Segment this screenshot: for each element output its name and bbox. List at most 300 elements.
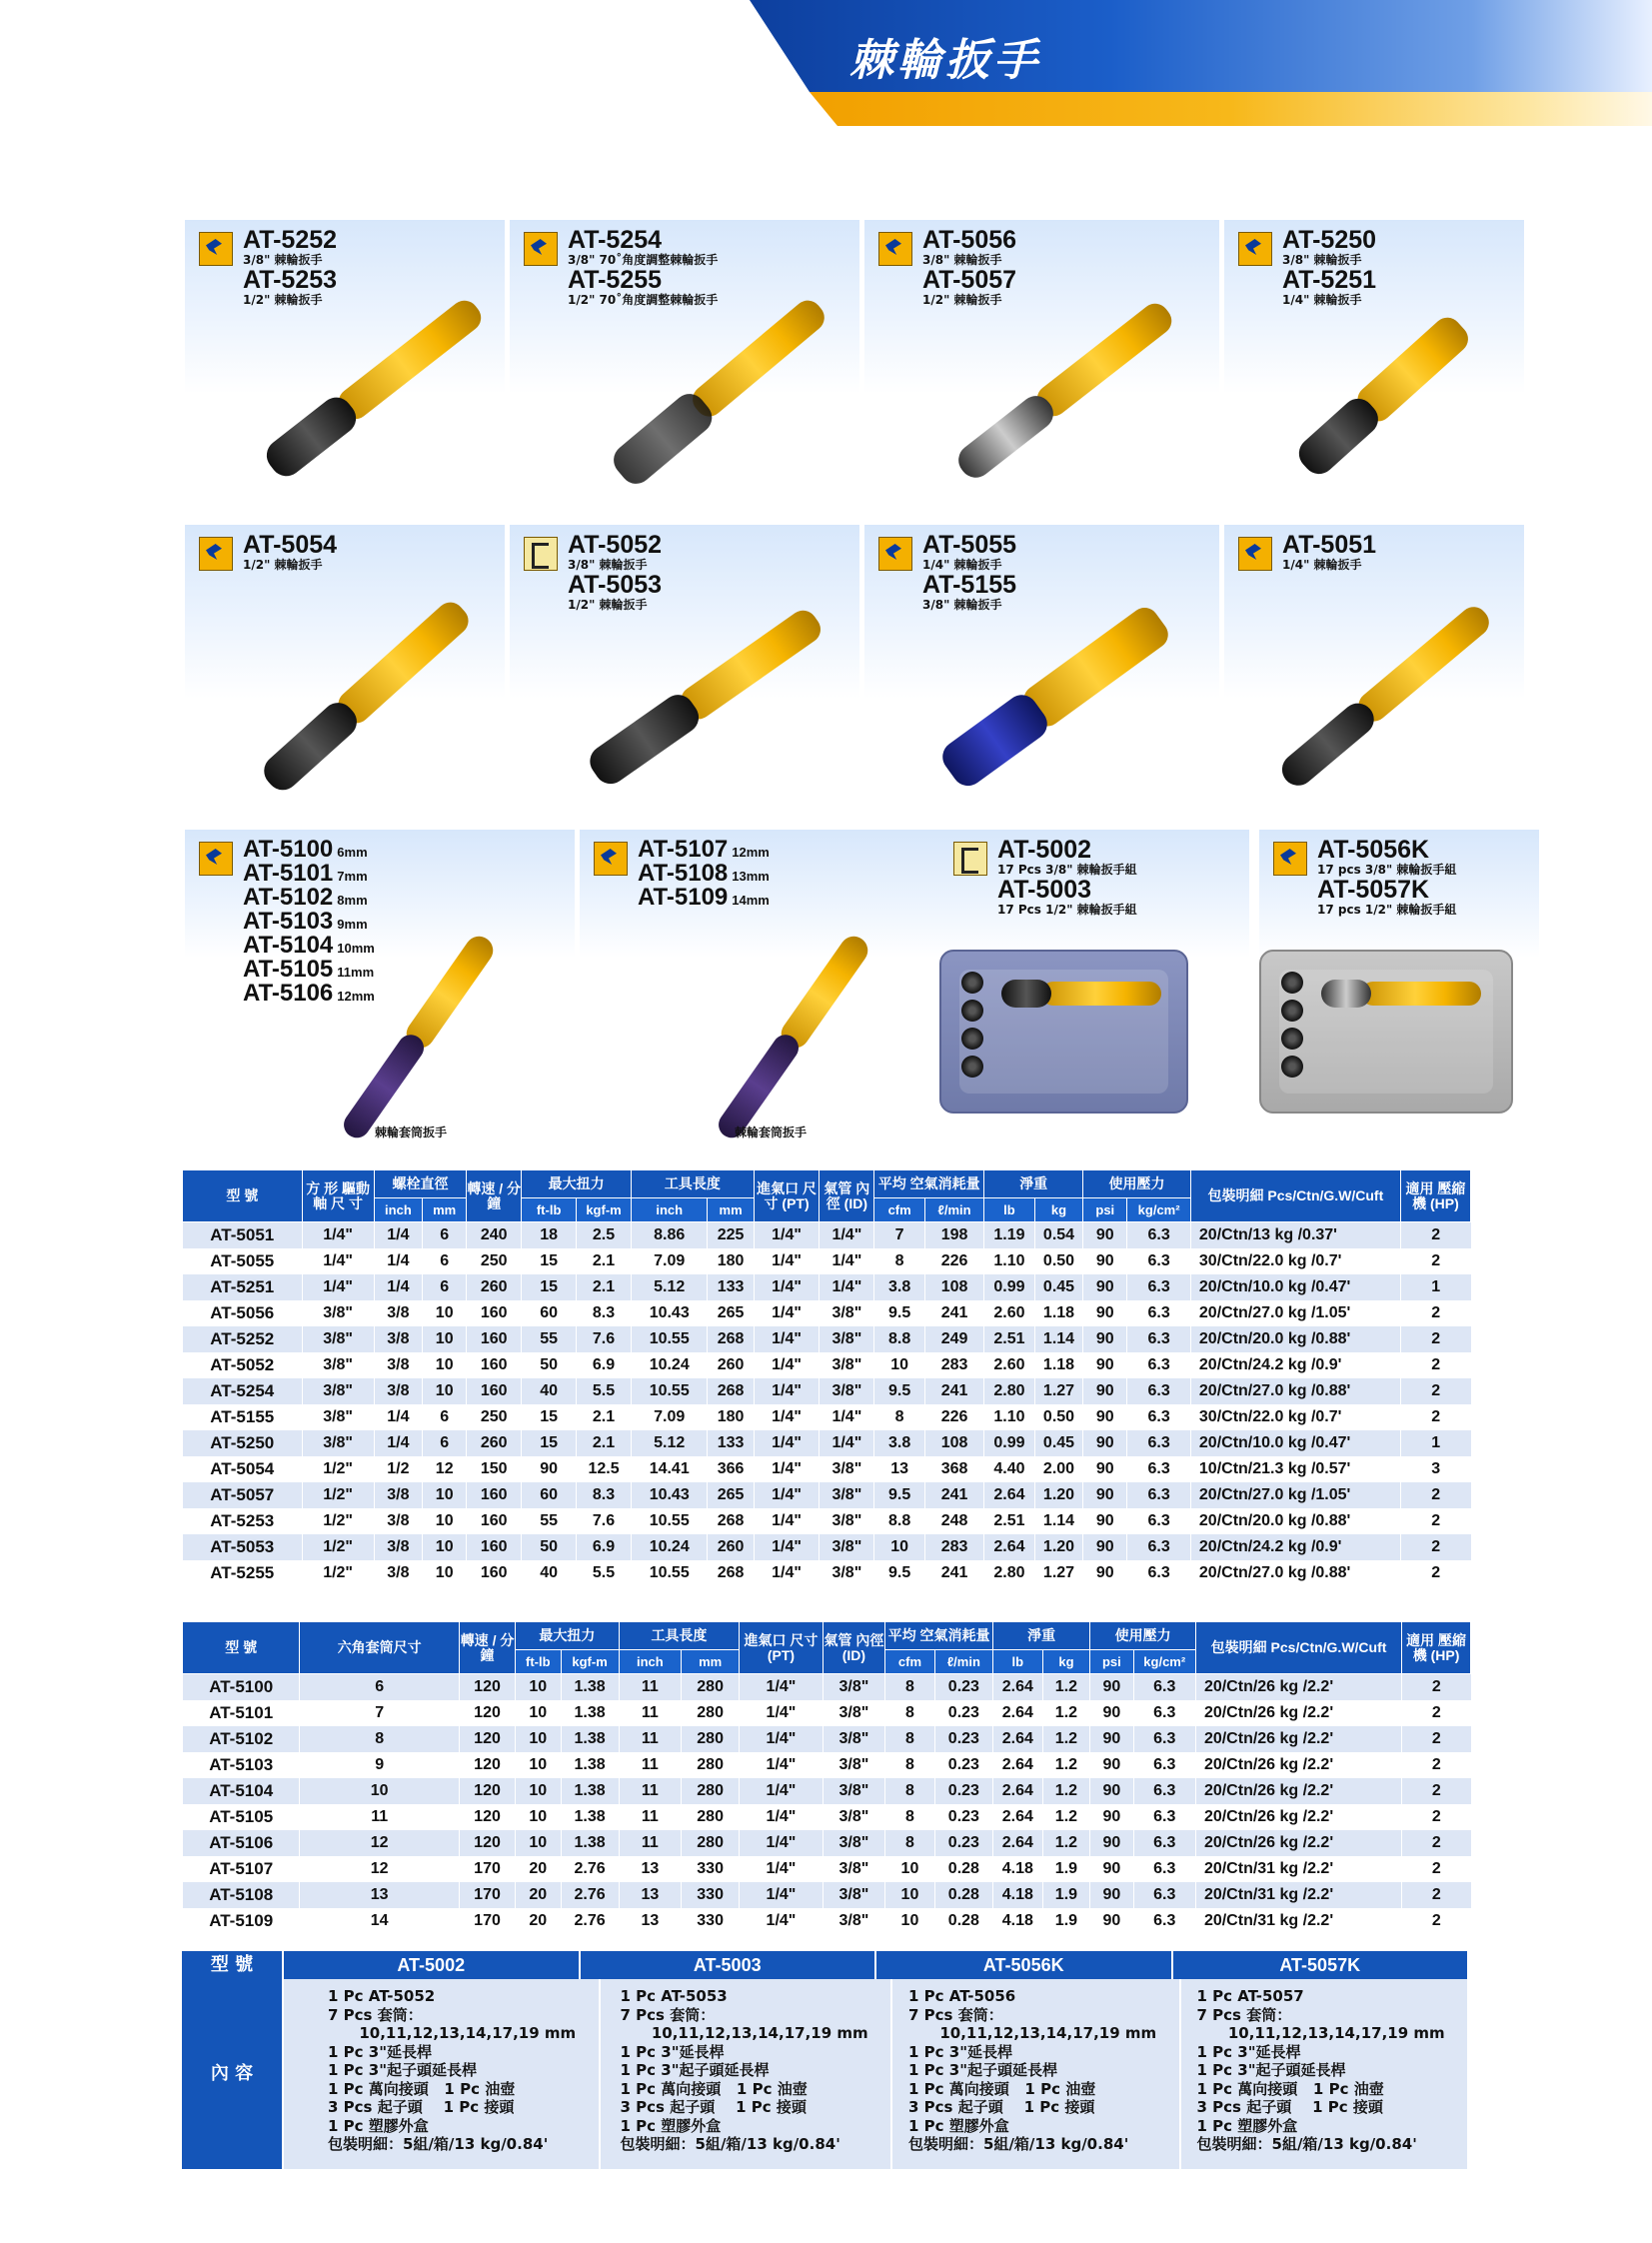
- table-cell: 265: [708, 1300, 754, 1326]
- table-cell: 1.2: [1042, 1700, 1090, 1726]
- kit-contents: [1179, 1979, 1468, 2169]
- table-cell: 11: [619, 1778, 681, 1804]
- row-pack: 20/Ctn/27.0 kg /0.88': [1190, 1378, 1400, 1404]
- table-cell: 1/2": [302, 1482, 374, 1508]
- model-code: AT-5155: [922, 571, 1017, 599]
- model-code: AT-5053: [568, 571, 663, 599]
- table-cell: 90: [1090, 1908, 1133, 1934]
- table-cell: 3/8": [823, 1752, 884, 1778]
- unit-inch: inch: [374, 1198, 422, 1222]
- table-cell: 330: [682, 1908, 740, 1934]
- table-cell: 2: [1402, 1778, 1471, 1804]
- col-hose: 氣管 內徑 (ID): [820, 1170, 874, 1222]
- table-cell: 4.18: [992, 1882, 1042, 1908]
- col-length: 工具長度: [619, 1622, 740, 1650]
- table-cell: 10.55: [631, 1326, 707, 1352]
- kit-content-line: 1 Pc AT-5053: [620, 1987, 728, 2005]
- table-cell: 3.8: [874, 1274, 925, 1300]
- table-cell: 2.1: [577, 1430, 632, 1456]
- unit-kgfm: kgf-m: [561, 1650, 619, 1674]
- table-cell: 7.09: [631, 1248, 707, 1274]
- product-line-icon: [199, 537, 233, 571]
- table-row: [183, 1560, 1471, 1586]
- row-model: AT-5106: [183, 1830, 300, 1856]
- table-cell: 4.18: [992, 1856, 1042, 1882]
- table-cell: 90: [1090, 1752, 1133, 1778]
- table-row: [183, 1856, 1471, 1882]
- table-cell: 0.54: [1034, 1222, 1082, 1249]
- table-cell: 2: [1402, 1856, 1471, 1882]
- table-cell: 1.18: [1034, 1300, 1082, 1326]
- unit-inch: inch: [619, 1650, 681, 1674]
- table-cell: 1/4": [754, 1378, 820, 1404]
- unit-mm: mm: [423, 1198, 467, 1222]
- table-cell: 170: [460, 1856, 516, 1882]
- table-cell: 6.3: [1127, 1430, 1191, 1456]
- table-cell: 3: [1400, 1456, 1470, 1482]
- unit-lmin: ℓ/min: [924, 1198, 983, 1222]
- col-speed: 轉速 / 分鐘: [460, 1622, 516, 1674]
- table-cell: 1/2": [302, 1508, 374, 1534]
- table-cell: 8.8: [874, 1326, 925, 1352]
- table-cell: 9.5: [874, 1482, 925, 1508]
- table-cell: 160: [467, 1352, 522, 1378]
- table-cell: 3/8": [823, 1882, 884, 1908]
- row-model: AT-5107: [183, 1856, 300, 1882]
- table-cell: 1.20: [1034, 1482, 1082, 1508]
- table-cell: 1/4": [740, 1830, 824, 1856]
- table-cell: 2: [1400, 1482, 1470, 1508]
- kit-content-line: 1 Pc AT-5056: [908, 1987, 1016, 2005]
- product-cell-at5250: [1224, 220, 1524, 500]
- table-cell: 249: [924, 1326, 983, 1352]
- table-cell: 1/4": [740, 1778, 824, 1804]
- col-hose: 氣管 內徑 (ID): [823, 1622, 884, 1674]
- table-cell: 3/8": [823, 1726, 884, 1752]
- ratchet-spec-rows: [183, 1222, 1471, 1587]
- model-code: AT-5255: [568, 266, 663, 294]
- table-row: [183, 1830, 1471, 1856]
- table-cell: 5.12: [631, 1274, 707, 1300]
- kit-content-line: 1 Pc 萬向接頭 1 Pc 油壺: [620, 2079, 808, 2098]
- unit-ftlb: ft-lb: [516, 1650, 561, 1674]
- table-cell: 40: [522, 1378, 577, 1404]
- kit-content-line: 3 Pcs 起子頭 1 Pc 接頭: [620, 2098, 807, 2116]
- table-cell: 2: [1400, 1248, 1470, 1274]
- row-model: AT-5105: [183, 1804, 300, 1830]
- table-cell: 1.20: [1034, 1534, 1082, 1560]
- kit-content-line: 3 Pcs 起子頭 1 Pc 接頭: [1196, 2098, 1383, 2116]
- kit-name: AT-5002: [282, 1951, 579, 1979]
- product-cell-at5051: [1224, 525, 1524, 805]
- table-cell: 1/2": [302, 1534, 374, 1560]
- table-cell: 8: [885, 1778, 935, 1804]
- col-air: 平均 空氣消耗量: [874, 1170, 984, 1198]
- table-cell: 3/8": [302, 1300, 374, 1326]
- table-cell: 2.76: [561, 1882, 619, 1908]
- table-cell: 3/8": [820, 1482, 874, 1508]
- product-line-icon: [1238, 232, 1272, 266]
- model-code: AT-5003: [997, 876, 1092, 904]
- table-cell: 5.12: [631, 1430, 707, 1456]
- table-cell: 1.18: [1034, 1352, 1082, 1378]
- model-description: 17 Pcs 1/2" 棘輪扳手組: [997, 903, 1137, 917]
- table-cell: 108: [924, 1274, 983, 1300]
- socket-spec-rows: [183, 1674, 1471, 1935]
- table-cell: 120: [460, 1752, 516, 1778]
- table-cell: 3/8": [820, 1456, 874, 1482]
- table-cell: 90: [1090, 1726, 1133, 1752]
- row-pack: 20/Ctn/20.0 kg /0.88': [1190, 1326, 1400, 1352]
- product-line-icon: [878, 537, 912, 571]
- table-cell: 10: [885, 1908, 935, 1934]
- kit-content-line: 1 Pc 3"延長桿: [328, 2042, 433, 2061]
- table-cell: 20: [516, 1856, 561, 1882]
- model-code: AT-5108 13mm: [638, 860, 770, 887]
- model-code: AT-5057: [922, 266, 1017, 294]
- table-cell: 5.5: [577, 1560, 632, 1586]
- kit-content-line: 1 Pc 萬向接頭 1 Pc 油壺: [1196, 2079, 1384, 2098]
- table-cell: 241: [924, 1482, 983, 1508]
- table-row: [183, 1378, 1471, 1404]
- col-weight: 淨重: [992, 1622, 1089, 1650]
- table-cell: 170: [460, 1908, 516, 1934]
- table-cell: 3/8": [823, 1700, 884, 1726]
- table-cell: 2: [1400, 1222, 1470, 1249]
- table-cell: 1.9: [1042, 1908, 1090, 1934]
- table-cell: 1/4: [374, 1274, 422, 1300]
- model-description: 17 pcs 1/2" 棘輪扳手組: [1317, 903, 1457, 917]
- table-cell: 283: [924, 1534, 983, 1560]
- table-cell: 55: [522, 1326, 577, 1352]
- table-cell: 6.3: [1127, 1456, 1191, 1482]
- table-row: [183, 1882, 1471, 1908]
- table-cell: 1/4": [754, 1482, 820, 1508]
- table-row: [183, 1534, 1471, 1560]
- table-cell: 10: [885, 1882, 935, 1908]
- table-cell: 2: [1400, 1378, 1470, 1404]
- table-cell: 2: [1400, 1508, 1470, 1534]
- table-cell: 2: [1402, 1674, 1471, 1701]
- model-code: AT-5101 7mm: [243, 860, 368, 887]
- table-cell: 1/4: [374, 1404, 422, 1430]
- table-cell: 3/8": [820, 1326, 874, 1352]
- table-cell: 280: [682, 1700, 740, 1726]
- table-cell: 6.3: [1133, 1856, 1195, 1882]
- table-cell: 12: [300, 1830, 460, 1856]
- table-cell: 12: [423, 1456, 467, 1482]
- unit-psi: psi: [1083, 1198, 1127, 1222]
- kit-content-line: 1 Pc AT-5057: [1196, 1987, 1304, 2005]
- table-cell: 3/8": [823, 1674, 884, 1701]
- kit-content-line: 7 Pcs 套筒：: [620, 2005, 716, 2024]
- table-cell: 226: [924, 1248, 983, 1274]
- table-cell: 3/8": [302, 1404, 374, 1430]
- col-speed: 轉速 / 分鐘: [467, 1170, 522, 1222]
- table-cell: 10: [423, 1560, 467, 1586]
- table-cell: 2.80: [984, 1560, 1035, 1586]
- table-cell: 120: [460, 1726, 516, 1752]
- table-cell: 90: [1083, 1352, 1127, 1378]
- table-row: [183, 1352, 1471, 1378]
- model-code: AT-5251: [1282, 266, 1377, 294]
- table-cell: 0.99: [984, 1430, 1035, 1456]
- kit-contents: [890, 1979, 1179, 2169]
- kit-content-line: 10,11,12,13,14,17,19 mm: [908, 2024, 1157, 2042]
- row-pack: 30/Ctn/22.0 kg /0.7': [1190, 1404, 1400, 1430]
- table-cell: 6.3: [1133, 1778, 1195, 1804]
- kit-content-line: 1 Pc 3"起子頭延長桿: [620, 2061, 770, 2079]
- col-bolt: 螺栓直徑: [374, 1170, 467, 1198]
- unit-kgcm: kg/cm²: [1127, 1198, 1191, 1222]
- kit-content-line: 1 Pc 塑膠外盒: [328, 2116, 429, 2135]
- table-cell: 10: [423, 1508, 467, 1534]
- model-code: AT-5054: [243, 531, 338, 559]
- table-cell: 90: [1083, 1430, 1127, 1456]
- table-cell: 241: [924, 1300, 983, 1326]
- kit-case-image: [939, 950, 1188, 1114]
- table-cell: 11: [619, 1726, 681, 1752]
- model-code: AT-5109 14mm: [638, 884, 770, 911]
- row-pack: 20/Ctn/31 kg /2.2': [1195, 1908, 1401, 1934]
- table-cell: 10.43: [631, 1482, 707, 1508]
- table-cell: 0.28: [934, 1856, 992, 1882]
- page-title: 棘輪扳手: [849, 35, 1041, 86]
- table-cell: 2: [1402, 1908, 1471, 1934]
- col-inlet: 進氣口 尺寸 (PT): [740, 1622, 824, 1674]
- table-cell: 55: [522, 1508, 577, 1534]
- table-cell: 14.41: [631, 1456, 707, 1482]
- table-cell: 90: [1090, 1856, 1133, 1882]
- table-cell: 90: [1083, 1222, 1127, 1249]
- table-cell: 3/8": [820, 1352, 874, 1378]
- table-cell: 2.76: [561, 1856, 619, 1882]
- table-cell: 13: [874, 1456, 925, 1482]
- table-cell: 1.10: [984, 1404, 1035, 1430]
- product-line-icon: [199, 232, 233, 266]
- table-cell: 1/4": [820, 1222, 874, 1249]
- col-torque: 最大扭力: [522, 1170, 632, 1198]
- model-code: AT-5254: [568, 226, 663, 254]
- col-hex-size: 六角套筒尺寸: [300, 1622, 460, 1674]
- table-cell: 2.80: [984, 1378, 1035, 1404]
- table-cell: 108: [924, 1430, 983, 1456]
- kit-name: AT-5057K: [1171, 1951, 1468, 1979]
- model-code: AT-5051: [1282, 531, 1377, 559]
- row-pack: 20/Ctn/24.2 kg /0.9': [1190, 1534, 1400, 1560]
- model-list: [922, 228, 1016, 308]
- table-cell: 6.3: [1127, 1352, 1191, 1378]
- table-cell: 226: [924, 1404, 983, 1430]
- table-cell: 150: [467, 1456, 522, 1482]
- product-cell-at5056: [864, 220, 1219, 500]
- table-cell: 3/8": [820, 1378, 874, 1404]
- table-cell: 8.86: [631, 1222, 707, 1249]
- table-row: [183, 1726, 1471, 1752]
- table-cell: 280: [682, 1804, 740, 1830]
- table-cell: 6: [300, 1674, 460, 1701]
- table-cell: 133: [708, 1274, 754, 1300]
- table-row: [183, 1222, 1471, 1249]
- kit-content-line: 7 Pcs 套筒：: [1196, 2005, 1292, 2024]
- kit-content-line: 包裝明細：5組/箱/13 kg/0.84': [908, 2135, 1129, 2153]
- table-cell: 3/8: [374, 1300, 422, 1326]
- table-cell: 0.28: [934, 1908, 992, 1934]
- table-row: [183, 1300, 1471, 1326]
- table-cell: 7: [874, 1222, 925, 1249]
- unit-inch: inch: [631, 1198, 707, 1222]
- row-model: AT-5255: [183, 1560, 303, 1586]
- table-cell: 10: [423, 1326, 467, 1352]
- row-model: AT-5057: [183, 1482, 303, 1508]
- col-length: 工具長度: [631, 1170, 754, 1198]
- table-cell: 1/2": [302, 1560, 374, 1586]
- row-model: AT-5056: [183, 1300, 303, 1326]
- row-pack: 30/Ctn/22.0 kg /0.7': [1190, 1248, 1400, 1274]
- kits-model-label: 型 號: [182, 1951, 282, 1979]
- model-list: [997, 838, 1137, 918]
- table-cell: 6.3: [1127, 1404, 1191, 1430]
- row-pack: 20/Ctn/24.2 kg /0.9': [1190, 1352, 1400, 1378]
- table-cell: 170: [460, 1882, 516, 1908]
- row-model: AT-5103: [183, 1752, 300, 1778]
- table-cell: 10: [423, 1352, 467, 1378]
- kit-name: AT-5056K: [874, 1951, 1171, 1979]
- table-cell: 90: [1083, 1404, 1127, 1430]
- table-cell: 0.50: [1034, 1248, 1082, 1274]
- table-cell: 2.51: [984, 1326, 1035, 1352]
- unit-kgcm: kg/cm²: [1133, 1650, 1195, 1674]
- table-cell: 10: [423, 1482, 467, 1508]
- table-cell: 1/4": [754, 1534, 820, 1560]
- table-cell: 1/4": [740, 1700, 824, 1726]
- table-row: [183, 1456, 1471, 1482]
- table-cell: 366: [708, 1456, 754, 1482]
- model-description: 1/2" 棘輪扳手: [243, 293, 323, 307]
- table-cell: 1: [1400, 1430, 1470, 1456]
- table-cell: 1/4": [740, 1804, 824, 1830]
- kit-content-line: 3 Pcs 起子頭 1 Pc 接頭: [908, 2098, 1095, 2116]
- table-cell: 280: [682, 1778, 740, 1804]
- table-cell: 6: [423, 1430, 467, 1456]
- row-model: AT-5051: [183, 1222, 303, 1249]
- kits-header-row: [282, 1951, 1467, 1979]
- kit-content-line: 1 Pc 塑膠外盒: [908, 2116, 1009, 2135]
- model-description: 1/4" 棘輪扳手: [922, 558, 1002, 572]
- model-description: 3/8" 棘輪扳手: [568, 558, 648, 572]
- table-cell: 6.3: [1127, 1560, 1191, 1586]
- table-cell: 90: [1083, 1248, 1127, 1274]
- table-cell: 90: [1090, 1830, 1133, 1856]
- table-cell: 241: [924, 1378, 983, 1404]
- table-cell: 2.76: [561, 1908, 619, 1934]
- table-cell: 10.55: [631, 1560, 707, 1586]
- table-cell: 7: [300, 1700, 460, 1726]
- model-description: 3/8" 棘輪扳手: [1282, 253, 1362, 267]
- table-cell: 1.19: [984, 1222, 1035, 1249]
- table-cell: 90: [1083, 1456, 1127, 1482]
- table-row: [183, 1700, 1471, 1726]
- row-pack: 20/Ctn/26 kg /2.2': [1195, 1700, 1401, 1726]
- table-cell: 2.5: [577, 1222, 632, 1249]
- table-cell: 3/8: [374, 1560, 422, 1586]
- model-code: AT-5002: [997, 836, 1092, 864]
- table-cell: 1/4": [302, 1248, 374, 1274]
- model-description: 3/8" 棘輪扳手: [243, 253, 323, 267]
- table-cell: 1/4": [820, 1404, 874, 1430]
- table-cell: 6.3: [1127, 1508, 1191, 1534]
- table-cell: 3/8": [302, 1430, 374, 1456]
- product-cell-at5052: [510, 525, 859, 805]
- table-cell: 2.64: [984, 1534, 1035, 1560]
- table-cell: 2: [1402, 1700, 1471, 1726]
- table-cell: 10: [423, 1534, 467, 1560]
- table-cell: 90: [522, 1456, 577, 1482]
- col-air: 平均 空氣消耗量: [885, 1622, 993, 1650]
- table-cell: 3/8: [374, 1352, 422, 1378]
- model-code: AT-5102 8mm: [243, 884, 368, 911]
- table-cell: 10.55: [631, 1378, 707, 1404]
- table-cell: 60: [522, 1482, 577, 1508]
- table-cell: 3/8": [823, 1804, 884, 1830]
- table-cell: 3/8": [820, 1560, 874, 1586]
- row-pack: 20/Ctn/26 kg /2.2': [1195, 1726, 1401, 1752]
- table-cell: 0.23: [934, 1752, 992, 1778]
- table-cell: 0.23: [934, 1700, 992, 1726]
- table-cell: 1: [1400, 1274, 1470, 1300]
- table-cell: 2.1: [577, 1274, 632, 1300]
- table-cell: 2.64: [992, 1674, 1042, 1701]
- table-cell: 280: [682, 1726, 740, 1752]
- table-cell: 1/4": [754, 1326, 820, 1352]
- table-cell: 8: [885, 1830, 935, 1856]
- table-cell: 4.40: [984, 1456, 1035, 1482]
- row-model: AT-5100: [183, 1674, 300, 1701]
- row-pack: 20/Ctn/31 kg /2.2': [1195, 1882, 1401, 1908]
- col-model: 型 號: [183, 1170, 303, 1222]
- col-pressure: 使用壓力: [1083, 1170, 1191, 1198]
- table-cell: 11: [619, 1804, 681, 1830]
- table-cell: 1.38: [561, 1752, 619, 1778]
- table-cell: 50: [522, 1534, 577, 1560]
- table-cell: 1/4": [754, 1560, 820, 1586]
- col-pressure: 使用壓力: [1090, 1622, 1196, 1650]
- table-cell: 1/4": [754, 1456, 820, 1482]
- table-cell: 7.09: [631, 1404, 707, 1430]
- row-pack: 10/Ctn/21.3 kg /0.57': [1190, 1456, 1400, 1482]
- table-cell: 2: [1400, 1352, 1470, 1378]
- table-cell: 6.3: [1133, 1908, 1195, 1934]
- table-cell: 20: [516, 1908, 561, 1934]
- table-cell: 13: [300, 1882, 460, 1908]
- table-cell: 1.27: [1034, 1378, 1082, 1404]
- table-cell: 3/8": [302, 1326, 374, 1352]
- table-cell: 3/8: [374, 1378, 422, 1404]
- model-code: AT-5056: [922, 226, 1017, 254]
- table-cell: 10: [516, 1804, 561, 1830]
- table-cell: 18: [522, 1222, 577, 1249]
- row-pack: 20/Ctn/27.0 kg /1.05': [1190, 1300, 1400, 1326]
- table-cell: 2.64: [992, 1804, 1042, 1830]
- table-cell: 2: [1400, 1534, 1470, 1560]
- col-torque: 最大扭力: [516, 1622, 620, 1650]
- table-cell: 120: [460, 1674, 516, 1701]
- table-cell: 1/4": [754, 1404, 820, 1430]
- table-cell: 6.3: [1133, 1674, 1195, 1701]
- table-cell: 11: [619, 1674, 681, 1701]
- model-list: [1282, 533, 1376, 573]
- unit-kg: kg: [1034, 1198, 1082, 1222]
